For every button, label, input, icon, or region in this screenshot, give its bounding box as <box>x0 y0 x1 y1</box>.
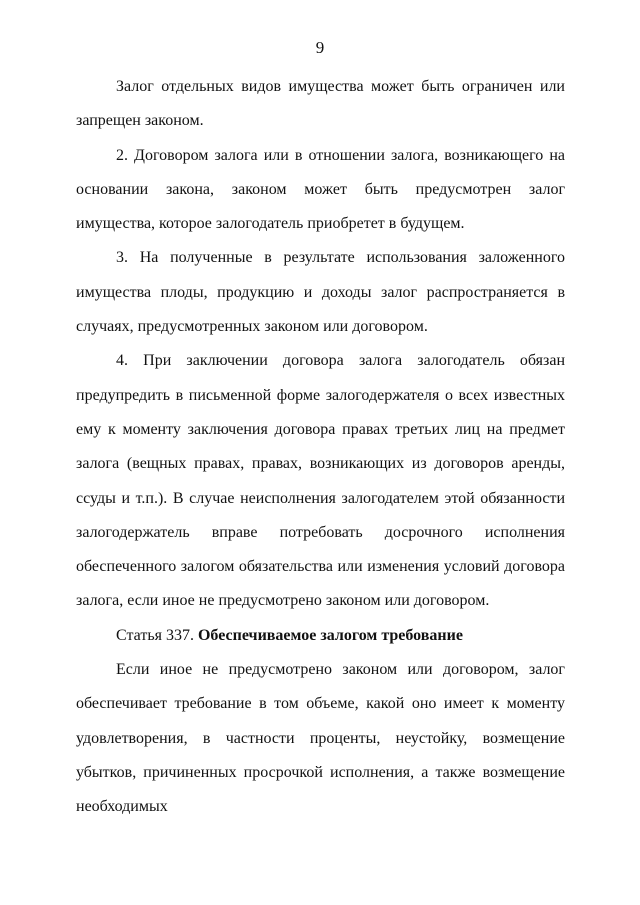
article-label: Статья 337. <box>116 626 194 644</box>
paragraph-third-party-rights: 4. При заключении договора залога залогодатель обязан предупредить в письменной форме залогодержателя о всех известных ему к моменту заключения договора правах третьих лиц на предмет залога (вещных правах, правах, возникающих из договоров аренды, ссуды и т.п.). В случае неисполнения залогодателем этой обязанности залогодержатель вправе потребовать досрочного исполнения обеспеченного залогом обязательства или изменения условий договора залога, если иное не предусмотрено законом или договором. <box>76 352 565 610</box>
paragraph-pledge-restriction: Залог отдельных видов имущества может быть ограничен или запрещен законом. <box>76 78 565 130</box>
article-heading <box>76 619 565 653</box>
document-body <box>76 70 565 825</box>
paragraph-fruits-products: 3. На полученные в результате использования заложенного имущества плоды, продукцию и доходы залог распространяется в случаях, предусмотренных законом или договором. <box>76 249 565 336</box>
article-title: Обеспечиваемое залогом требование <box>197 626 463 644</box>
paragraph-secured-claim: Если иное не предусмотрено законом или договором, залог обеспечивает требование в том объеме, какой оно имеет к моменту удовлетворения, в частности проценты, неустойку, возмещение убытков, причиненных просрочкой исполнения, а также возмещение необходимых <box>76 661 565 816</box>
paragraph-future-property: 2. Договором залога или в отношении залога, возникающего на основании закона, законом может быть предусмотрен залог имущества, которое залогодатель приобретет в будущем. <box>76 146 565 233</box>
page-number: 9 <box>315 38 325 57</box>
